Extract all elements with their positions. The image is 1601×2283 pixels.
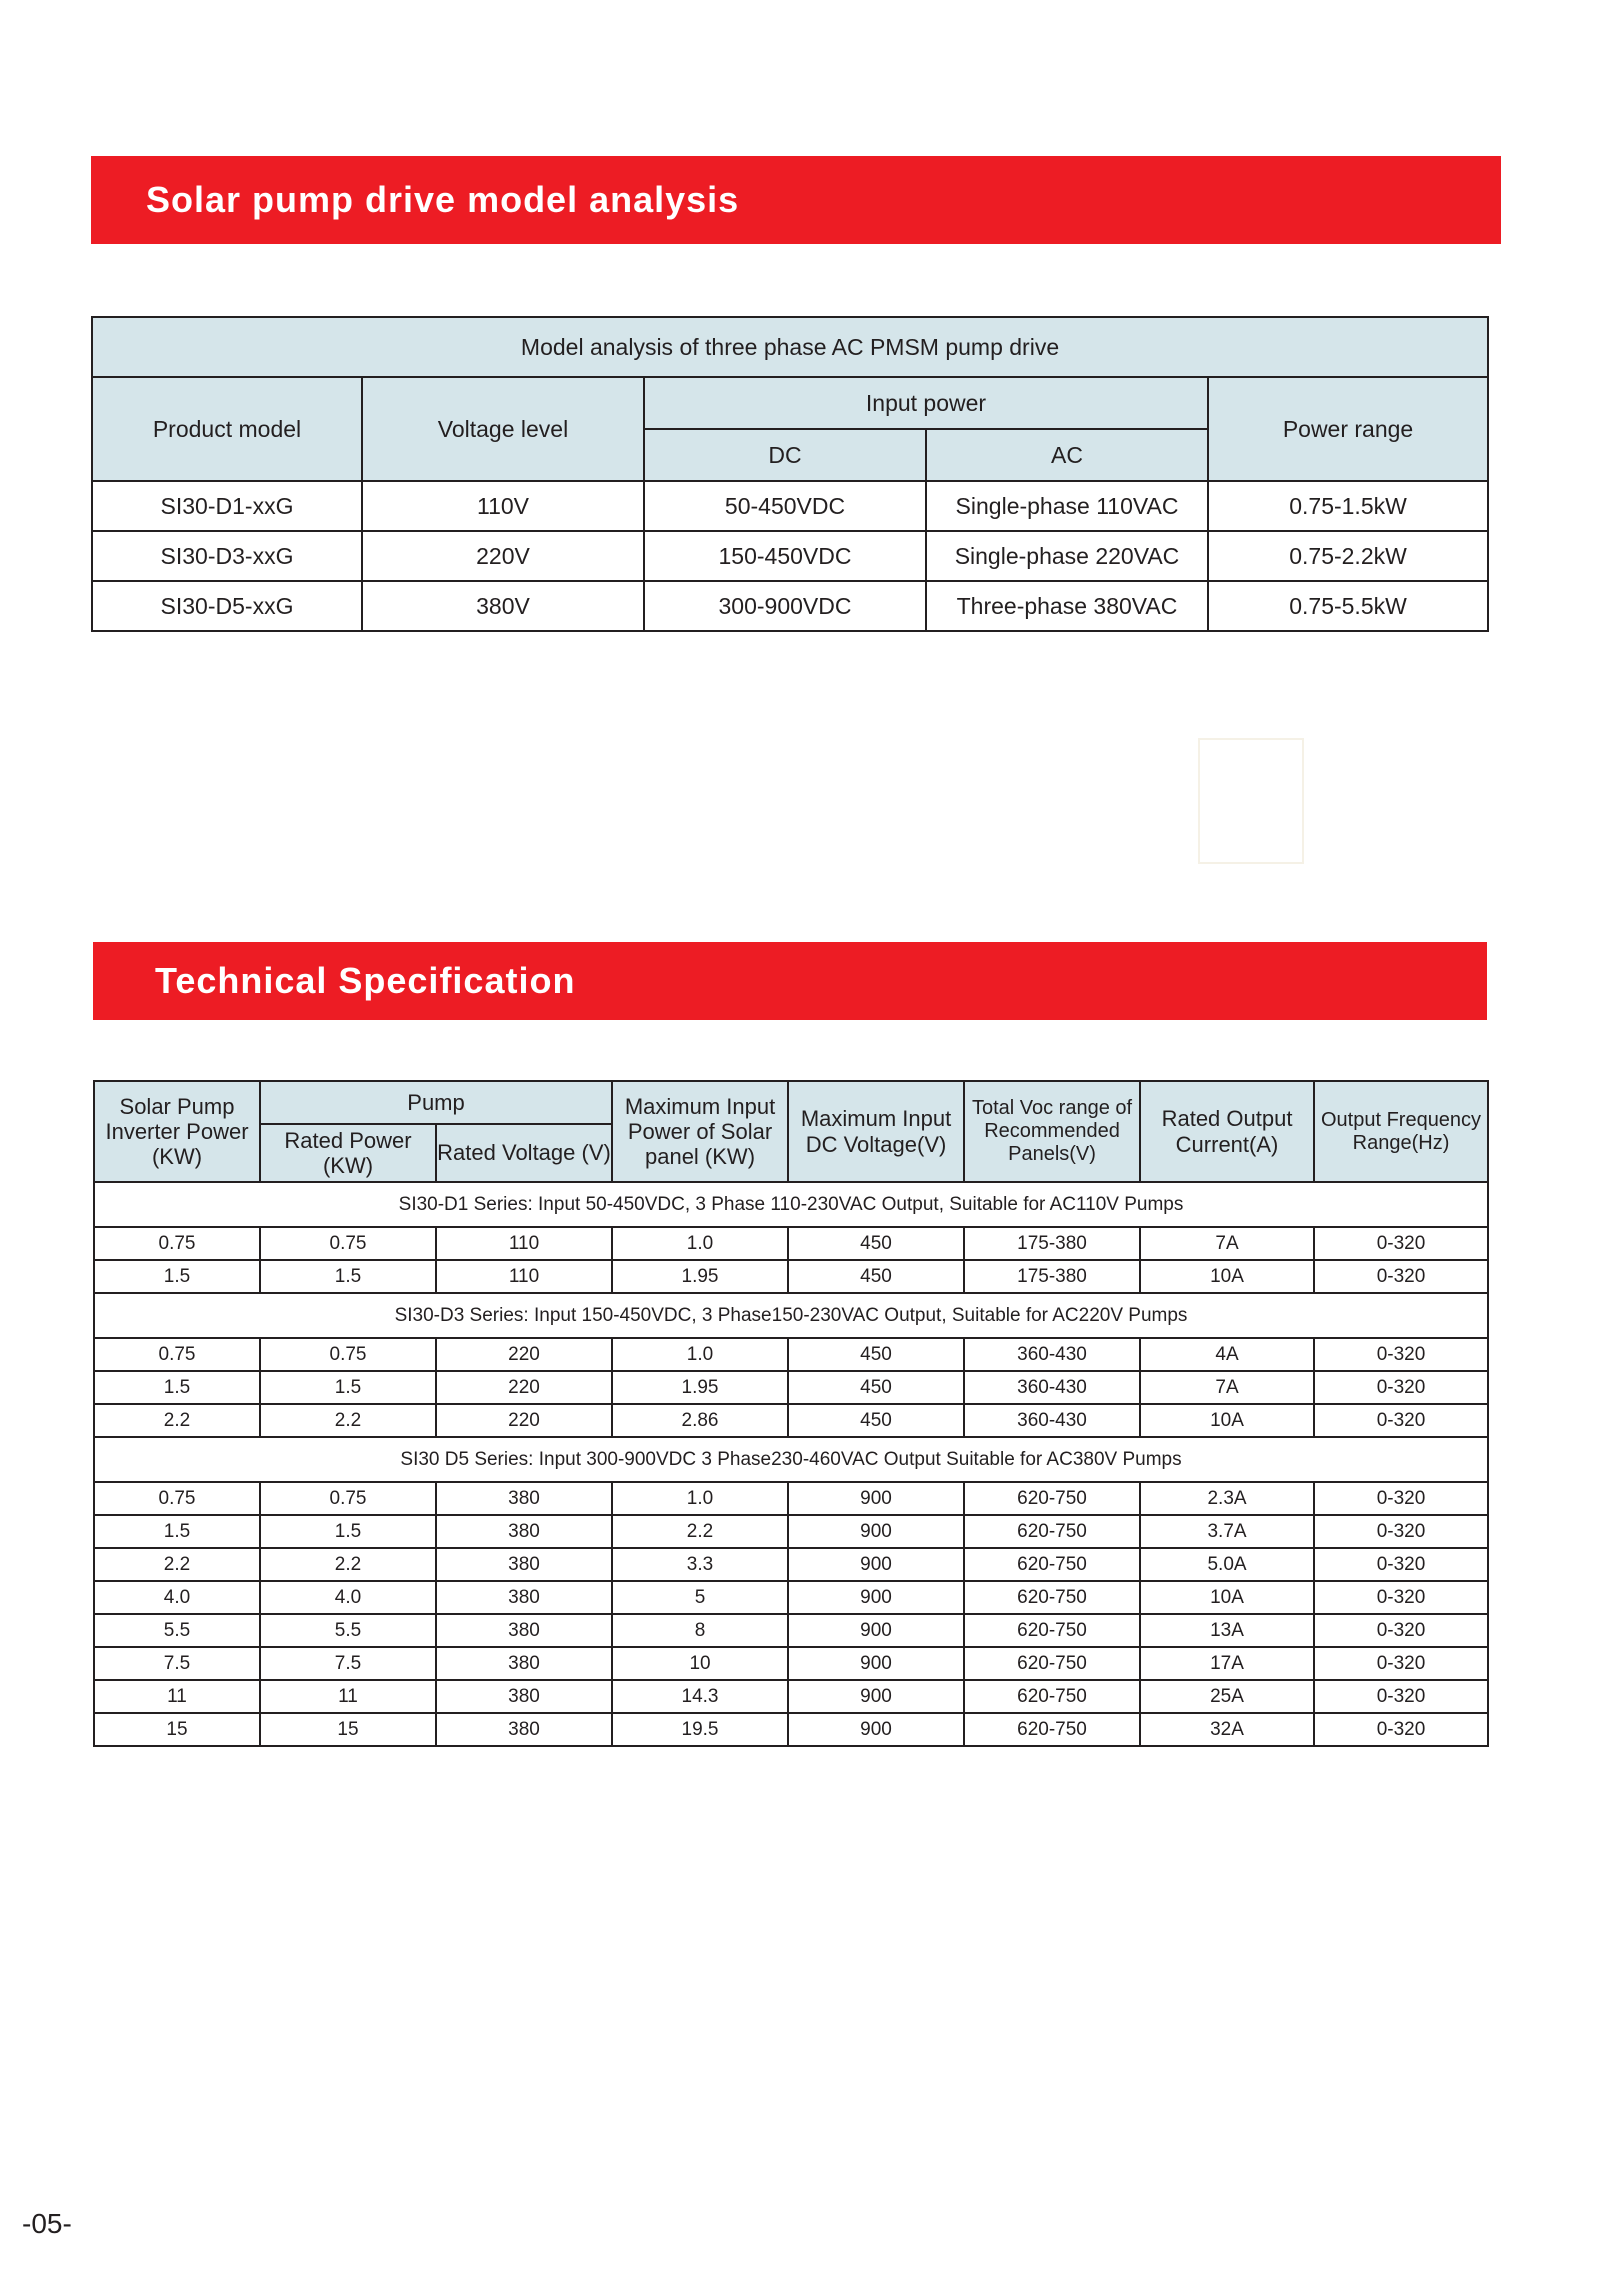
- cell-max-dc-voltage: 900: [788, 1713, 964, 1746]
- header-pump: Pump: [260, 1081, 612, 1124]
- cell-voc-range: 620-750: [964, 1581, 1140, 1614]
- cell-freq-range: 0-320: [1314, 1404, 1488, 1437]
- cell-freq-range: 0-320: [1314, 1581, 1488, 1614]
- series-description: SI30-D3 Series: Input 150-450VDC, 3 Phase150-230VAC Output, Suitable for AC220V Pumps: [94, 1293, 1488, 1338]
- table-row: [94, 1548, 1488, 1581]
- cell-inverter-power: 1.5: [94, 1515, 260, 1548]
- cell-ac: Three-phase 380VAC: [926, 581, 1208, 631]
- cell-freq-range: 0-320: [1314, 1548, 1488, 1581]
- cell-rated-current: 5.0A: [1140, 1548, 1314, 1581]
- cell-freq-range: 0-320: [1314, 1713, 1488, 1746]
- cell-rated-current: 32A: [1140, 1713, 1314, 1746]
- series-description: SI30-D1 Series: Input 50-450VDC, 3 Phase 110-230VAC Output, Suitable for AC110V Pumps: [94, 1182, 1488, 1227]
- cell-max-dc-voltage: 900: [788, 1515, 964, 1548]
- cell-inverter-power: 2.2: [94, 1404, 260, 1437]
- header-ac: AC: [926, 429, 1208, 481]
- cell-rated-current: 7A: [1140, 1227, 1314, 1260]
- cell-freq-range: 0-320: [1314, 1647, 1488, 1680]
- cell-voc-range: 620-750: [964, 1680, 1140, 1713]
- cell-rated-power: 7.5: [260, 1647, 436, 1680]
- table-row: [92, 581, 1488, 631]
- blank-frame: [1198, 738, 1304, 864]
- header-power-range: Power range: [1208, 377, 1488, 481]
- cell-inverter-power: 2.2: [94, 1548, 260, 1581]
- model-table-caption: Model analysis of three phase AC PMSM pump drive: [92, 317, 1488, 377]
- cell-max-input-power: 2.86: [612, 1404, 788, 1437]
- table-row: [94, 1614, 1488, 1647]
- cell-inverter-power: 0.75: [94, 1227, 260, 1260]
- table-row: [94, 1647, 1488, 1680]
- cell-max-dc-voltage: 900: [788, 1647, 964, 1680]
- cell-voc-range: 620-750: [964, 1713, 1140, 1746]
- cell-rated-power: 1.5: [260, 1371, 436, 1404]
- table-row: [94, 1260, 1488, 1293]
- cell-max-dc-voltage: 450: [788, 1404, 964, 1437]
- cell-dc: 50-450VDC: [644, 481, 926, 531]
- cell-rated-voltage: 380: [436, 1482, 612, 1515]
- cell-max-input-power: 14.3: [612, 1680, 788, 1713]
- cell-max-input-power: 19.5: [612, 1713, 788, 1746]
- cell-rated-power: 0.75: [260, 1482, 436, 1515]
- cell-rated-current: 10A: [1140, 1260, 1314, 1293]
- cell-voc-range: 620-750: [964, 1548, 1140, 1581]
- cell-max-dc-voltage: 450: [788, 1260, 964, 1293]
- cell-max-input-power: 1.0: [612, 1227, 788, 1260]
- header-inverter-power: Solar Pump Inverter Power (KW): [94, 1081, 260, 1182]
- cell-rated-power: 0.75: [260, 1338, 436, 1371]
- cell-inverter-power: 1.5: [94, 1371, 260, 1404]
- cell-ac: Single-phase 110VAC: [926, 481, 1208, 531]
- cell-max-input-power: 8: [612, 1614, 788, 1647]
- cell-max-dc-voltage: 900: [788, 1548, 964, 1581]
- header-freq-range: Output Frequency Range(Hz): [1314, 1081, 1488, 1182]
- cell-freq-range: 0-320: [1314, 1680, 1488, 1713]
- cell-rated-voltage: 380: [436, 1647, 612, 1680]
- cell-voltage: 220V: [362, 531, 644, 581]
- series-row: [94, 1293, 1488, 1338]
- header-rated-current: Rated Output Current(A): [1140, 1081, 1314, 1182]
- table-row: [94, 1338, 1488, 1371]
- cell-model: SI30-D3-xxG: [92, 531, 362, 581]
- cell-voc-range: 175-380: [964, 1260, 1140, 1293]
- cell-voc-range: 360-430: [964, 1371, 1140, 1404]
- cell-range: 0.75-5.5kW: [1208, 581, 1488, 631]
- section-banner-technical-specification: [93, 942, 1487, 1020]
- table-row: [94, 1713, 1488, 1746]
- cell-inverter-power: 7.5: [94, 1647, 260, 1680]
- header-rated-power: Rated Power (KW): [260, 1124, 436, 1182]
- cell-rated-power: 2.2: [260, 1404, 436, 1437]
- cell-rated-power: 2.2: [260, 1548, 436, 1581]
- cell-rated-power: 0.75: [260, 1227, 436, 1260]
- cell-dc: 150-450VDC: [644, 531, 926, 581]
- cell-inverter-power: 1.5: [94, 1260, 260, 1293]
- cell-max-dc-voltage: 450: [788, 1371, 964, 1404]
- cell-max-dc-voltage: 450: [788, 1227, 964, 1260]
- table-row: [94, 1371, 1488, 1404]
- table-row: [94, 1515, 1488, 1548]
- header-max-dc-voltage: Maximum Input DC Voltage(V): [788, 1081, 964, 1182]
- header-input-power: Input power: [644, 377, 1208, 429]
- cell-max-dc-voltage: 900: [788, 1482, 964, 1515]
- cell-rated-voltage: 110: [436, 1227, 612, 1260]
- cell-voc-range: 620-750: [964, 1614, 1140, 1647]
- cell-max-input-power: 1.0: [612, 1482, 788, 1515]
- cell-max-input-power: 10: [612, 1647, 788, 1680]
- cell-max-dc-voltage: 900: [788, 1680, 964, 1713]
- series-description: SI30 D5 Series: Input 300-900VDC 3 Phase230-460VAC Output Suitable for AC380V Pumps: [94, 1437, 1488, 1482]
- cell-inverter-power: 11: [94, 1680, 260, 1713]
- cell-voltage: 380V: [362, 581, 644, 631]
- cell-inverter-power: 5.5: [94, 1614, 260, 1647]
- cell-rated-voltage: 380: [436, 1614, 612, 1647]
- header-max-input-power: Maximum Input Power of Solar panel (KW): [612, 1081, 788, 1182]
- cell-max-input-power: 1.95: [612, 1371, 788, 1404]
- cell-max-input-power: 1.0: [612, 1338, 788, 1371]
- cell-rated-voltage: 380: [436, 1713, 612, 1746]
- cell-freq-range: 0-320: [1314, 1338, 1488, 1371]
- cell-rated-current: 10A: [1140, 1404, 1314, 1437]
- cell-rated-power: 1.5: [260, 1515, 436, 1548]
- section-banner-model-analysis: [91, 156, 1501, 244]
- header-dc: DC: [644, 429, 926, 481]
- cell-model: SI30-D5-xxG: [92, 581, 362, 631]
- cell-rated-current: 17A: [1140, 1647, 1314, 1680]
- series-row: [94, 1182, 1488, 1227]
- model-analysis-table: [91, 316, 1489, 632]
- cell-rated-current: 10A: [1140, 1581, 1314, 1614]
- cell-range: 0.75-2.2kW: [1208, 531, 1488, 581]
- cell-rated-power: 11: [260, 1680, 436, 1713]
- cell-voc-range: 620-750: [964, 1482, 1140, 1515]
- cell-rated-power: 1.5: [260, 1260, 436, 1293]
- header-rated-voltage: Rated Voltage (V): [436, 1124, 612, 1182]
- cell-voc-range: 620-750: [964, 1515, 1140, 1548]
- cell-max-input-power: 1.95: [612, 1260, 788, 1293]
- cell-model: SI30-D1-xxG: [92, 481, 362, 531]
- spec-table-body: [94, 1182, 1488, 1746]
- table-row: [92, 481, 1488, 531]
- cell-voltage: 110V: [362, 481, 644, 531]
- cell-inverter-power: 0.75: [94, 1482, 260, 1515]
- cell-rated-power: 5.5: [260, 1614, 436, 1647]
- cell-rated-voltage: 380: [436, 1581, 612, 1614]
- cell-rated-voltage: 220: [436, 1371, 612, 1404]
- section-title: Solar pump drive model analysis: [146, 179, 740, 220]
- cell-voc-range: 620-750: [964, 1647, 1140, 1680]
- cell-rated-voltage: 110: [436, 1260, 612, 1293]
- cell-rated-power: 4.0: [260, 1581, 436, 1614]
- cell-range: 0.75-1.5kW: [1208, 481, 1488, 531]
- cell-voc-range: 175-380: [964, 1227, 1140, 1260]
- cell-rated-current: 7A: [1140, 1371, 1314, 1404]
- cell-rated-current: 4A: [1140, 1338, 1314, 1371]
- header-voc-range: Total Voc range of Recommended Panels(V): [964, 1081, 1140, 1182]
- cell-rated-voltage: 380: [436, 1548, 612, 1581]
- table-row: [94, 1482, 1488, 1515]
- table-row: [94, 1680, 1488, 1713]
- table-row: [94, 1404, 1488, 1437]
- cell-dc: 300-900VDC: [644, 581, 926, 631]
- section-title: Technical Specification: [155, 960, 576, 1001]
- cell-max-dc-voltage: 450: [788, 1338, 964, 1371]
- cell-freq-range: 0-320: [1314, 1515, 1488, 1548]
- series-row: [94, 1437, 1488, 1482]
- cell-max-dc-voltage: 900: [788, 1581, 964, 1614]
- table-row: [92, 531, 1488, 581]
- cell-max-input-power: 5: [612, 1581, 788, 1614]
- cell-inverter-power: 15: [94, 1713, 260, 1746]
- cell-freq-range: 0-320: [1314, 1227, 1488, 1260]
- cell-voc-range: 360-430: [964, 1404, 1140, 1437]
- cell-rated-voltage: 380: [436, 1680, 612, 1713]
- cell-rated-current: 3.7A: [1140, 1515, 1314, 1548]
- cell-freq-range: 0-320: [1314, 1614, 1488, 1647]
- cell-voc-range: 360-430: [964, 1338, 1140, 1371]
- cell-rated-voltage: 220: [436, 1404, 612, 1437]
- header-voltage-level: Voltage level: [362, 377, 644, 481]
- cell-inverter-power: 4.0: [94, 1581, 260, 1614]
- cell-freq-range: 0-320: [1314, 1260, 1488, 1293]
- cell-freq-range: 0-320: [1314, 1482, 1488, 1515]
- cell-max-input-power: 2.2: [612, 1515, 788, 1548]
- cell-rated-current: 25A: [1140, 1680, 1314, 1713]
- cell-ac: Single-phase 220VAC: [926, 531, 1208, 581]
- cell-rated-current: 13A: [1140, 1614, 1314, 1647]
- table-row: [94, 1581, 1488, 1614]
- cell-rated-voltage: 220: [436, 1338, 612, 1371]
- cell-rated-power: 15: [260, 1713, 436, 1746]
- cell-rated-current: 2.3A: [1140, 1482, 1314, 1515]
- cell-max-input-power: 3.3: [612, 1548, 788, 1581]
- cell-rated-voltage: 380: [436, 1515, 612, 1548]
- cell-inverter-power: 0.75: [94, 1338, 260, 1371]
- cell-freq-range: 0-320: [1314, 1371, 1488, 1404]
- header-product-model: Product model: [92, 377, 362, 481]
- page-number: -05-: [22, 2208, 72, 2239]
- table-row: [94, 1227, 1488, 1260]
- cell-max-dc-voltage: 900: [788, 1614, 964, 1647]
- technical-specification-table: [93, 1080, 1489, 1747]
